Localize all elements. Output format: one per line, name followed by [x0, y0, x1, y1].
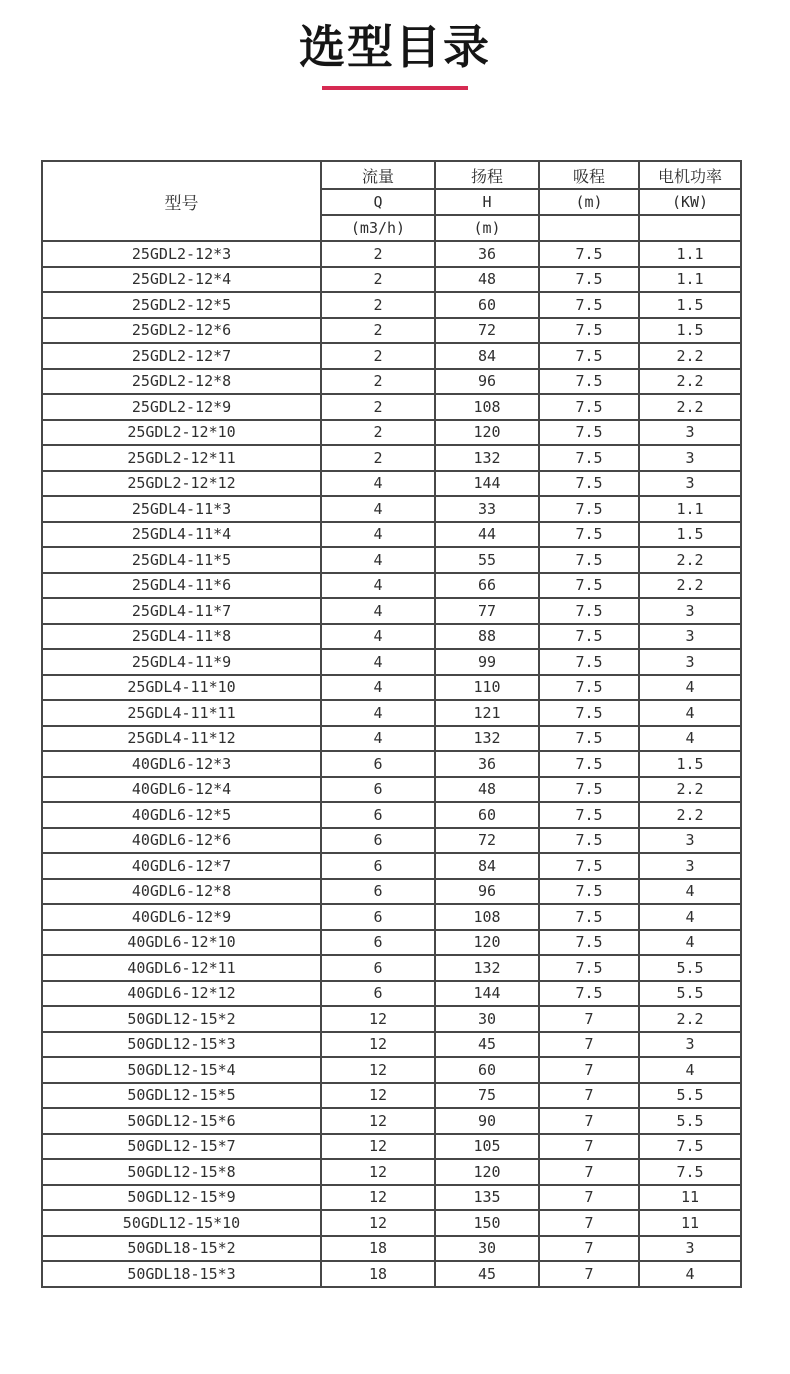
cell-head: 108 — [435, 904, 539, 930]
cell-model: 50GDL12-15*3 — [42, 1032, 321, 1058]
cell-flow: 12 — [321, 1134, 435, 1160]
cell-flow: 4 — [321, 573, 435, 599]
cell-flow: 12 — [321, 1083, 435, 1109]
table-row — [42, 1159, 741, 1185]
cell-suction: 7 — [539, 1032, 639, 1058]
cell-head: 60 — [435, 292, 539, 318]
cell-model: 25GDL2-12*3 — [42, 241, 321, 267]
cell-power: 1.1 — [639, 496, 741, 522]
cell-suction: 7.5 — [539, 726, 639, 752]
cell-model: 25GDL4-11*9 — [42, 649, 321, 675]
cell-suction: 7 — [539, 1108, 639, 1134]
cell-power: 5.5 — [639, 955, 741, 981]
header-power-unit: (KW) — [639, 189, 741, 215]
table-row — [42, 649, 741, 675]
cell-head: 45 — [435, 1261, 539, 1287]
cell-flow: 6 — [321, 828, 435, 854]
cell-suction: 7.5 — [539, 267, 639, 293]
cell-power: 3 — [639, 624, 741, 650]
cell-suction: 7.5 — [539, 930, 639, 956]
table-row — [42, 1083, 741, 1109]
cell-model: 40GDL6-12*8 — [42, 879, 321, 905]
cell-suction: 7 — [539, 1210, 639, 1236]
table-row — [42, 1185, 741, 1211]
cell-flow: 6 — [321, 802, 435, 828]
cell-head: 105 — [435, 1134, 539, 1160]
header-power-empty — [639, 215, 741, 241]
header-flow-label: 流量 — [321, 161, 435, 189]
cell-head: 132 — [435, 445, 539, 471]
cell-model: 25GDL4-11*4 — [42, 522, 321, 548]
table-row — [42, 394, 741, 420]
table-row — [42, 1236, 741, 1262]
cell-flow: 4 — [321, 547, 435, 573]
table-row — [42, 369, 741, 395]
cell-suction: 7.5 — [539, 879, 639, 905]
cell-suction: 7.5 — [539, 751, 639, 777]
table-row — [42, 1006, 741, 1032]
table-row — [42, 522, 741, 548]
cell-model: 25GDL2-12*8 — [42, 369, 321, 395]
cell-suction: 7 — [539, 1236, 639, 1262]
cell-suction: 7.5 — [539, 802, 639, 828]
cell-model: 25GDL4-11*12 — [42, 726, 321, 752]
cell-head: 45 — [435, 1032, 539, 1058]
table-row — [42, 802, 741, 828]
cell-head: 144 — [435, 471, 539, 497]
cell-head: 72 — [435, 318, 539, 344]
cell-head: 96 — [435, 369, 539, 395]
table-row — [42, 267, 741, 293]
cell-flow: 2 — [321, 394, 435, 420]
cell-flow: 6 — [321, 879, 435, 905]
table-row — [42, 547, 741, 573]
cell-suction: 7.5 — [539, 445, 639, 471]
header-suction-unit: (m) — [539, 189, 639, 215]
cell-head: 44 — [435, 522, 539, 548]
cell-suction: 7.5 — [539, 369, 639, 395]
table-row — [42, 777, 741, 803]
cell-suction: 7.5 — [539, 292, 639, 318]
table-row — [42, 1134, 741, 1160]
table-row — [42, 624, 741, 650]
cell-head: 150 — [435, 1210, 539, 1236]
cell-model: 25GDL2-12*11 — [42, 445, 321, 471]
cell-model: 50GDL12-15*4 — [42, 1057, 321, 1083]
table-row — [42, 1057, 741, 1083]
cell-suction: 7.5 — [539, 598, 639, 624]
cell-flow: 6 — [321, 751, 435, 777]
cell-flow: 18 — [321, 1236, 435, 1262]
cell-power: 3 — [639, 471, 741, 497]
table-row — [42, 318, 741, 344]
cell-suction: 7.5 — [539, 241, 639, 267]
cell-model: 50GDL12-15*10 — [42, 1210, 321, 1236]
header-model: 型号 — [42, 161, 321, 241]
table-row — [42, 292, 741, 318]
cell-suction: 7.5 — [539, 318, 639, 344]
cell-model: 40GDL6-12*6 — [42, 828, 321, 854]
selection-table — [41, 160, 742, 1288]
cell-suction: 7.5 — [539, 828, 639, 854]
cell-power: 4 — [639, 700, 741, 726]
cell-head: 135 — [435, 1185, 539, 1211]
table-row — [42, 955, 741, 981]
cell-suction: 7.5 — [539, 343, 639, 369]
header-flow-symbol: Q — [321, 189, 435, 215]
cell-model: 25GDL4-11*7 — [42, 598, 321, 624]
cell-suction: 7.5 — [539, 394, 639, 420]
cell-suction: 7.5 — [539, 904, 639, 930]
cell-suction: 7.5 — [539, 547, 639, 573]
cell-power: 5.5 — [639, 1108, 741, 1134]
cell-power: 2.2 — [639, 802, 741, 828]
cell-power: 3 — [639, 1236, 741, 1262]
table-row — [42, 1261, 741, 1287]
cell-power: 7.5 — [639, 1159, 741, 1185]
cell-head: 48 — [435, 777, 539, 803]
table-row — [42, 445, 741, 471]
cell-model: 50GDL12-15*8 — [42, 1159, 321, 1185]
cell-flow: 12 — [321, 1108, 435, 1134]
cell-head: 66 — [435, 573, 539, 599]
cell-flow: 4 — [321, 700, 435, 726]
cell-power: 2.2 — [639, 394, 741, 420]
cell-model: 40GDL6-12*12 — [42, 981, 321, 1007]
cell-suction: 7.5 — [539, 649, 639, 675]
cell-model: 40GDL6-12*7 — [42, 853, 321, 879]
cell-power: 3 — [639, 598, 741, 624]
cell-model: 25GDL2-12*10 — [42, 420, 321, 446]
table-row — [42, 1210, 741, 1236]
cell-flow: 2 — [321, 267, 435, 293]
cell-flow: 6 — [321, 981, 435, 1007]
table-row — [42, 879, 741, 905]
table-row — [42, 1032, 741, 1058]
cell-suction: 7.5 — [539, 471, 639, 497]
cell-power: 5.5 — [639, 981, 741, 1007]
cell-power: 4 — [639, 904, 741, 930]
cell-model: 50GDL12-15*2 — [42, 1006, 321, 1032]
cell-flow: 4 — [321, 496, 435, 522]
cell-head: 84 — [435, 853, 539, 879]
cell-head: 108 — [435, 394, 539, 420]
table-row — [42, 853, 741, 879]
table-row — [42, 471, 741, 497]
cell-suction: 7.5 — [539, 777, 639, 803]
cell-flow: 6 — [321, 955, 435, 981]
cell-power: 4 — [639, 879, 741, 905]
cell-suction: 7.5 — [539, 853, 639, 879]
cell-model: 25GDL4-11*8 — [42, 624, 321, 650]
cell-power: 3 — [639, 853, 741, 879]
header-suction-empty — [539, 215, 639, 241]
cell-power: 2.2 — [639, 777, 741, 803]
cell-flow: 18 — [321, 1261, 435, 1287]
cell-head: 60 — [435, 1057, 539, 1083]
cell-head: 90 — [435, 1108, 539, 1134]
cell-head: 48 — [435, 267, 539, 293]
cell-model: 25GDL4-11*5 — [42, 547, 321, 573]
cell-power: 3 — [639, 649, 741, 675]
cell-flow: 2 — [321, 292, 435, 318]
cell-head: 33 — [435, 496, 539, 522]
cell-model: 50GDL12-15*9 — [42, 1185, 321, 1211]
cell-flow: 6 — [321, 930, 435, 956]
cell-model: 40GDL6-12*3 — [42, 751, 321, 777]
cell-head: 120 — [435, 930, 539, 956]
cell-power: 2.2 — [639, 1006, 741, 1032]
cell-power: 1.1 — [639, 267, 741, 293]
cell-head: 96 — [435, 879, 539, 905]
cell-model: 50GDL12-15*6 — [42, 1108, 321, 1134]
cell-suction: 7 — [539, 1261, 639, 1287]
cell-power: 7.5 — [639, 1134, 741, 1160]
cell-power: 4 — [639, 675, 741, 701]
cell-flow: 2 — [321, 369, 435, 395]
table-row — [42, 1108, 741, 1134]
cell-flow: 2 — [321, 343, 435, 369]
cell-model: 40GDL6-12*4 — [42, 777, 321, 803]
cell-model: 50GDL18-15*2 — [42, 1236, 321, 1262]
cell-head: 110 — [435, 675, 539, 701]
cell-model: 25GDL4-11*6 — [42, 573, 321, 599]
cell-model: 40GDL6-12*5 — [42, 802, 321, 828]
cell-flow: 4 — [321, 598, 435, 624]
cell-flow: 12 — [321, 1032, 435, 1058]
table-row — [42, 420, 741, 446]
cell-suction: 7.5 — [539, 675, 639, 701]
table-row — [42, 675, 741, 701]
cell-flow: 6 — [321, 904, 435, 930]
cell-model: 25GDL2-12*9 — [42, 394, 321, 420]
cell-suction: 7 — [539, 1185, 639, 1211]
cell-suction: 7 — [539, 1159, 639, 1185]
cell-power: 1.5 — [639, 318, 741, 344]
table-row — [42, 700, 741, 726]
cell-head: 30 — [435, 1006, 539, 1032]
cell-model: 25GDL2-12*6 — [42, 318, 321, 344]
cell-model: 50GDL12-15*7 — [42, 1134, 321, 1160]
cell-head: 120 — [435, 1159, 539, 1185]
cell-model: 25GDL2-12*7 — [42, 343, 321, 369]
cell-model: 25GDL2-12*5 — [42, 292, 321, 318]
cell-power: 5.5 — [639, 1083, 741, 1109]
cell-power: 3 — [639, 828, 741, 854]
cell-power: 1.5 — [639, 522, 741, 548]
cell-power: 11 — [639, 1210, 741, 1236]
cell-flow: 4 — [321, 471, 435, 497]
page-title: 选型目录 — [299, 20, 491, 74]
cell-suction: 7.5 — [539, 981, 639, 1007]
cell-flow: 6 — [321, 777, 435, 803]
cell-flow: 12 — [321, 1006, 435, 1032]
cell-suction: 7 — [539, 1083, 639, 1109]
table-row — [42, 828, 741, 854]
table-row — [42, 981, 741, 1007]
cell-suction: 7.5 — [539, 522, 639, 548]
cell-head: 36 — [435, 751, 539, 777]
table-row — [42, 573, 741, 599]
cell-flow: 2 — [321, 445, 435, 471]
cell-model: 50GDL12-15*5 — [42, 1083, 321, 1109]
cell-head: 77 — [435, 598, 539, 624]
cell-flow: 4 — [321, 649, 435, 675]
cell-flow: 2 — [321, 318, 435, 344]
cell-model: 50GDL18-15*3 — [42, 1261, 321, 1287]
cell-power: 1.5 — [639, 751, 741, 777]
cell-power: 4 — [639, 1057, 741, 1083]
cell-suction: 7.5 — [539, 496, 639, 522]
cell-flow: 12 — [321, 1057, 435, 1083]
title-underline — [322, 86, 468, 90]
cell-model: 25GDL2-12*12 — [42, 471, 321, 497]
cell-flow: 2 — [321, 420, 435, 446]
cell-flow: 4 — [321, 675, 435, 701]
table-row — [42, 904, 741, 930]
cell-flow: 12 — [321, 1185, 435, 1211]
cell-suction: 7.5 — [539, 420, 639, 446]
table-row — [42, 496, 741, 522]
cell-head: 121 — [435, 700, 539, 726]
cell-suction: 7.5 — [539, 955, 639, 981]
table-row — [42, 598, 741, 624]
cell-model: 25GDL4-11*3 — [42, 496, 321, 522]
header-power-label: 电机功率 — [639, 161, 741, 189]
header-head-label: 扬程 — [435, 161, 539, 189]
cell-model: 25GDL2-12*4 — [42, 267, 321, 293]
table-row — [42, 751, 741, 777]
cell-power: 4 — [639, 1261, 741, 1287]
cell-suction: 7.5 — [539, 573, 639, 599]
cell-power: 1.1 — [639, 241, 741, 267]
cell-model: 25GDL4-11*10 — [42, 675, 321, 701]
table-row — [42, 343, 741, 369]
cell-power: 1.5 — [639, 292, 741, 318]
table-header — [42, 161, 741, 241]
cell-head: 30 — [435, 1236, 539, 1262]
table-row — [42, 930, 741, 956]
cell-suction: 7.5 — [539, 624, 639, 650]
table-row — [42, 726, 741, 752]
cell-head: 55 — [435, 547, 539, 573]
cell-flow: 2 — [321, 241, 435, 267]
table-row — [42, 241, 741, 267]
cell-power: 2.2 — [639, 343, 741, 369]
cell-power: 4 — [639, 726, 741, 752]
cell-head: 75 — [435, 1083, 539, 1109]
cell-suction: 7 — [539, 1134, 639, 1160]
cell-suction: 7.5 — [539, 700, 639, 726]
cell-model: 40GDL6-12*10 — [42, 930, 321, 956]
cell-flow: 12 — [321, 1210, 435, 1236]
cell-head: 132 — [435, 726, 539, 752]
cell-power: 4 — [639, 930, 741, 956]
header-head-symbol: H — [435, 189, 539, 215]
cell-head: 144 — [435, 981, 539, 1007]
cell-head: 120 — [435, 420, 539, 446]
cell-flow: 4 — [321, 624, 435, 650]
cell-head: 72 — [435, 828, 539, 854]
cell-head: 60 — [435, 802, 539, 828]
cell-head: 99 — [435, 649, 539, 675]
cell-flow: 12 — [321, 1159, 435, 1185]
cell-head: 132 — [435, 955, 539, 981]
cell-flow: 4 — [321, 522, 435, 548]
cell-flow: 4 — [321, 726, 435, 752]
cell-power: 2.2 — [639, 573, 741, 599]
cell-power: 3 — [639, 445, 741, 471]
cell-suction: 7 — [539, 1006, 639, 1032]
cell-flow: 6 — [321, 853, 435, 879]
cell-model: 25GDL4-11*11 — [42, 700, 321, 726]
header-head-unit: (m) — [435, 215, 539, 241]
cell-suction: 7 — [539, 1057, 639, 1083]
cell-power: 2.2 — [639, 369, 741, 395]
header-suction-label: 吸程 — [539, 161, 639, 189]
cell-power: 2.2 — [639, 547, 741, 573]
cell-model: 40GDL6-12*11 — [42, 955, 321, 981]
header-flow-unit: (m3/h) — [321, 215, 435, 241]
cell-power: 3 — [639, 1032, 741, 1058]
cell-model: 40GDL6-12*9 — [42, 904, 321, 930]
cell-head: 36 — [435, 241, 539, 267]
cell-head: 84 — [435, 343, 539, 369]
cell-power: 3 — [639, 420, 741, 446]
cell-power: 11 — [639, 1185, 741, 1211]
cell-head: 88 — [435, 624, 539, 650]
table-body — [42, 241, 741, 1287]
